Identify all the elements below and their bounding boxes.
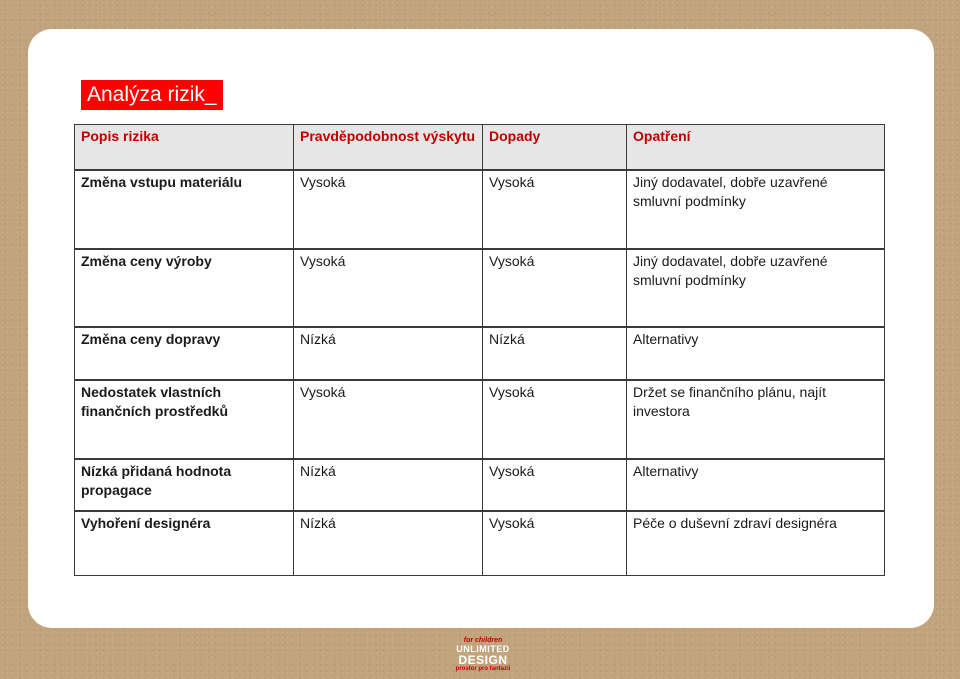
header-risk-description: Popis rizika bbox=[75, 125, 294, 171]
impact-cell: Nízká bbox=[483, 327, 627, 380]
risk-description-cell: Změna ceny výroby bbox=[75, 249, 294, 327]
risk-description-cell: Nedostatek vlastních finančních prostředků bbox=[75, 380, 294, 459]
header-measures: Opatření bbox=[627, 125, 885, 171]
header-impact: Dopady bbox=[483, 125, 627, 171]
table-row bbox=[75, 327, 885, 380]
risk-analysis-table bbox=[74, 124, 885, 576]
impact-cell: Vysoká bbox=[483, 459, 627, 511]
table-row bbox=[75, 511, 885, 575]
probability-cell: Nízká bbox=[294, 511, 483, 575]
probability-cell: Vysoká bbox=[294, 249, 483, 327]
risk-description-cell: Vyhoření designéra bbox=[75, 511, 294, 575]
logo-tagline-bottom: prostor pro fantazii bbox=[455, 666, 511, 672]
header-probability: Pravděpodobnost výskytu bbox=[294, 125, 483, 171]
impact-cell: Vysoká bbox=[483, 511, 627, 575]
impact-cell: Vysoká bbox=[483, 170, 627, 249]
measures-cell: Jiný dodavatel, dobře uzavřené smluvní podmínky bbox=[627, 249, 885, 327]
risk-description-cell: Změna ceny dopravy bbox=[75, 327, 294, 380]
table-row bbox=[75, 459, 885, 511]
measures-cell: Péče o duševní zdraví designéra bbox=[627, 511, 885, 575]
risk-description-cell: Nízká přidaná hodnota propagace bbox=[75, 459, 294, 511]
logo-word-unlimited: UNLIMITED bbox=[456, 644, 510, 654]
risk-description-cell: Změna vstupu materiálu bbox=[75, 170, 294, 249]
table-header-row bbox=[75, 125, 885, 171]
impact-cell: Vysoká bbox=[483, 249, 627, 327]
table-row bbox=[75, 380, 885, 459]
probability-cell: Nízká bbox=[294, 327, 483, 380]
page-title: Analýza rizik_ bbox=[81, 80, 223, 110]
measures-cell: Jiný dodavatel, dobře uzavřené smluvní podmínky bbox=[627, 170, 885, 249]
logo-tagline-top: for children bbox=[463, 637, 503, 644]
table-row bbox=[75, 170, 885, 249]
logo-word-design: DESIGN bbox=[458, 653, 508, 667]
probability-cell: Vysoká bbox=[294, 380, 483, 459]
impact-cell: Vysoká bbox=[483, 380, 627, 459]
measures-cell: Držet se finančního plánu, najít investora bbox=[627, 380, 885, 459]
table-row bbox=[75, 249, 885, 327]
probability-cell: Vysoká bbox=[294, 170, 483, 249]
probability-cell: Nízká bbox=[294, 459, 483, 511]
unlimited-design-logo bbox=[451, 637, 515, 673]
measures-cell: Alternativy bbox=[627, 459, 885, 511]
measures-cell: Alternativy bbox=[627, 327, 885, 380]
